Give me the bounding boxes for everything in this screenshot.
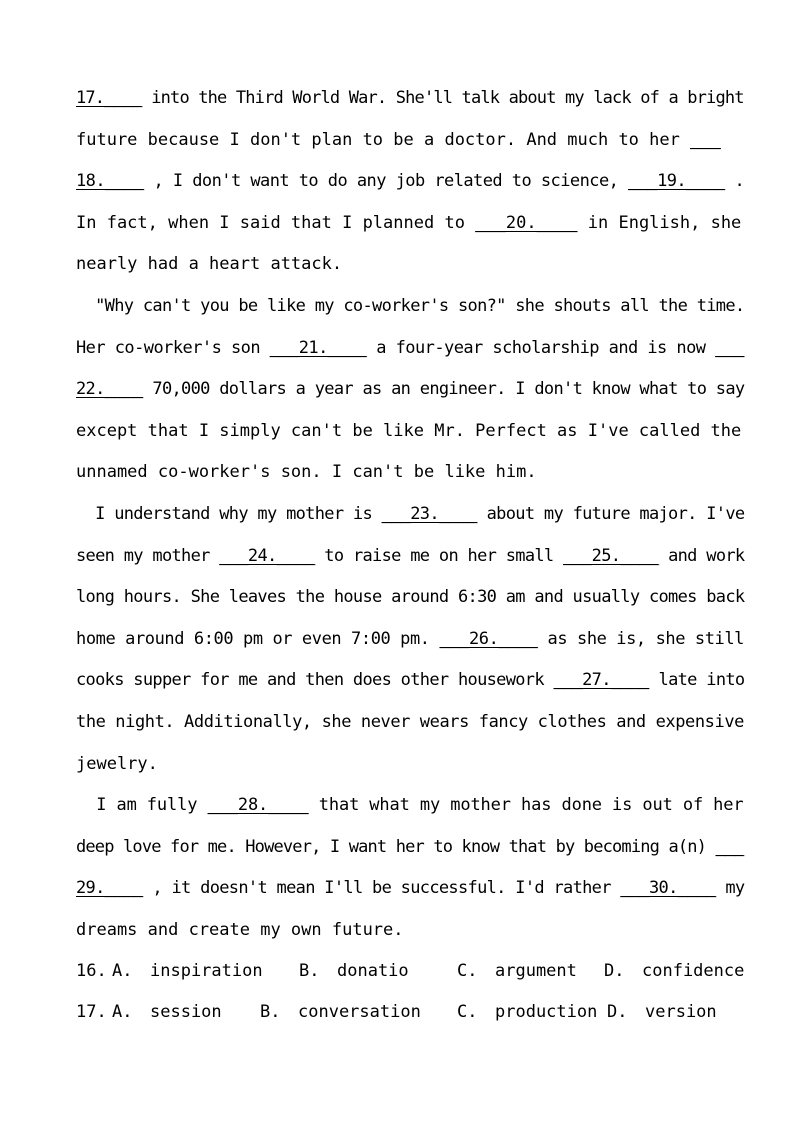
- passage-text: and work: [658, 546, 745, 566]
- passage-line: [76, 712, 744, 732]
- passage-line: [76, 504, 744, 524]
- option-letter: B.: [260, 1002, 281, 1022]
- passage-text: jewelry.: [76, 754, 158, 774]
- answer-blank: ___21.____: [269, 338, 367, 358]
- passage-text: .: [724, 171, 745, 191]
- option-letter: C.: [457, 1002, 478, 1022]
- answer-blank: 17.____: [76, 88, 142, 108]
- answer-blank: ___: [715, 338, 745, 358]
- answer-blank: 18.____: [76, 171, 144, 191]
- passage-line: [76, 213, 741, 233]
- answer-blank: ___27.____: [553, 670, 649, 690]
- answer-blank: ___: [715, 837, 744, 857]
- passage-line: [76, 837, 744, 857]
- passage-text: I understand why my mother is: [76, 504, 382, 524]
- passage-text: in English, she: [577, 213, 742, 233]
- passage-text: cooks supper for me and then does other housework: [76, 670, 554, 690]
- passage-line: [76, 421, 741, 441]
- passage-text: Her co-worker's son: [76, 338, 270, 358]
- option-text: conversation: [298, 1002, 421, 1022]
- option-text: version: [645, 1002, 717, 1022]
- option-letter: C.: [457, 961, 478, 981]
- answer-blank: ___24.____: [219, 546, 315, 566]
- option-letter: B.: [299, 961, 320, 981]
- passage-line: [76, 878, 744, 898]
- passage-text: I am fully: [76, 795, 208, 815]
- passage-line: [76, 254, 342, 274]
- passage-text: deep love for me. However, I want her to know that by becoming a(n): [76, 837, 716, 857]
- option-text: donatio: [337, 961, 409, 981]
- option-letter: A.: [112, 1002, 133, 1022]
- option-letter: D.: [607, 1002, 628, 1022]
- passage-line: [76, 88, 744, 108]
- option-text: production: [495, 1002, 598, 1022]
- answer-blank: ___25.____: [563, 546, 659, 566]
- passage-line: [76, 629, 744, 649]
- passage-line: [76, 130, 721, 150]
- passage-text: , it doesn't mean I'll be successful. I'd rather: [142, 878, 621, 898]
- passage-line: [76, 587, 744, 607]
- answer-blank: ___26.____: [439, 629, 538, 649]
- passage-line: [76, 462, 537, 482]
- passage-text: unnamed co-worker's son. I can't be like him.: [76, 462, 537, 482]
- passage-line: [76, 379, 744, 399]
- passage-text: home around 6:00 pm or even 7:00 pm.: [76, 629, 440, 649]
- question-number: 16.: [76, 961, 107, 981]
- passage-text: future because I don't plan to be a doctor. And much to her: [76, 130, 691, 150]
- passage-text: long hours. She leaves the house around 6:30 am and usually comes back: [76, 587, 745, 607]
- passage-text: late into: [648, 670, 745, 690]
- passage-text: except that I simply can't be like Mr. Perfect as I've called the: [76, 421, 742, 441]
- passage-text: the night. Additionally, she never wears fancy clothes and expensive: [76, 712, 744, 732]
- answer-blank: ___20.____: [475, 213, 578, 233]
- option-letter: D.: [604, 961, 625, 981]
- answer-blank: ___30.____: [620, 878, 716, 898]
- passage-text: In fact, when I said that I planned to: [76, 213, 476, 233]
- passage-line: [76, 754, 158, 774]
- passage-text: , I don't want to do any job related to science,: [143, 171, 629, 191]
- passage-text: a four-year scholarship and is now: [366, 338, 716, 358]
- passage-line: [76, 296, 744, 316]
- answer-blank: ___: [690, 130, 721, 150]
- passage-text: 70,000 dollars a year as an engineer. I don't know what to say: [142, 379, 745, 399]
- passage-text: as she is, she still: [537, 629, 744, 649]
- answer-blank: ___23.____: [381, 504, 478, 524]
- passage-line: [76, 920, 404, 940]
- passage-text: "Why can't you be like my co-worker's son?" she shouts all the time.: [76, 296, 745, 316]
- passage-text: about my future major. I've: [477, 504, 745, 524]
- passage-line: [76, 338, 744, 358]
- passage-line: [76, 795, 744, 815]
- answer-blank: ___19.____: [628, 171, 725, 191]
- answer-blank: ___28.____: [207, 795, 309, 815]
- passage-text: to raise me on her small: [314, 546, 564, 566]
- passage-line: [76, 670, 744, 690]
- option-text: argument: [495, 961, 577, 981]
- option-text: session: [150, 1002, 222, 1022]
- passage-text: seen my mother: [76, 546, 220, 566]
- passage-line: [76, 546, 744, 566]
- option-text: confidence: [642, 961, 745, 981]
- passage-text: my: [715, 878, 745, 898]
- passage-text: that what my mother has done is out of her: [308, 795, 744, 815]
- passage-text: into the Third World War. She'll talk about my lack of a bright: [141, 88, 744, 108]
- passage-line: [76, 171, 744, 191]
- option-text: inspiration: [150, 961, 263, 981]
- question-number: 17.: [76, 1002, 107, 1022]
- passage-text: nearly had a heart attack.: [76, 254, 343, 274]
- option-letter: A.: [112, 961, 133, 981]
- answer-blank: 22.____: [76, 379, 143, 399]
- answer-blank: 29.____: [76, 878, 143, 898]
- passage-text: dreams and create my own future.: [76, 920, 404, 940]
